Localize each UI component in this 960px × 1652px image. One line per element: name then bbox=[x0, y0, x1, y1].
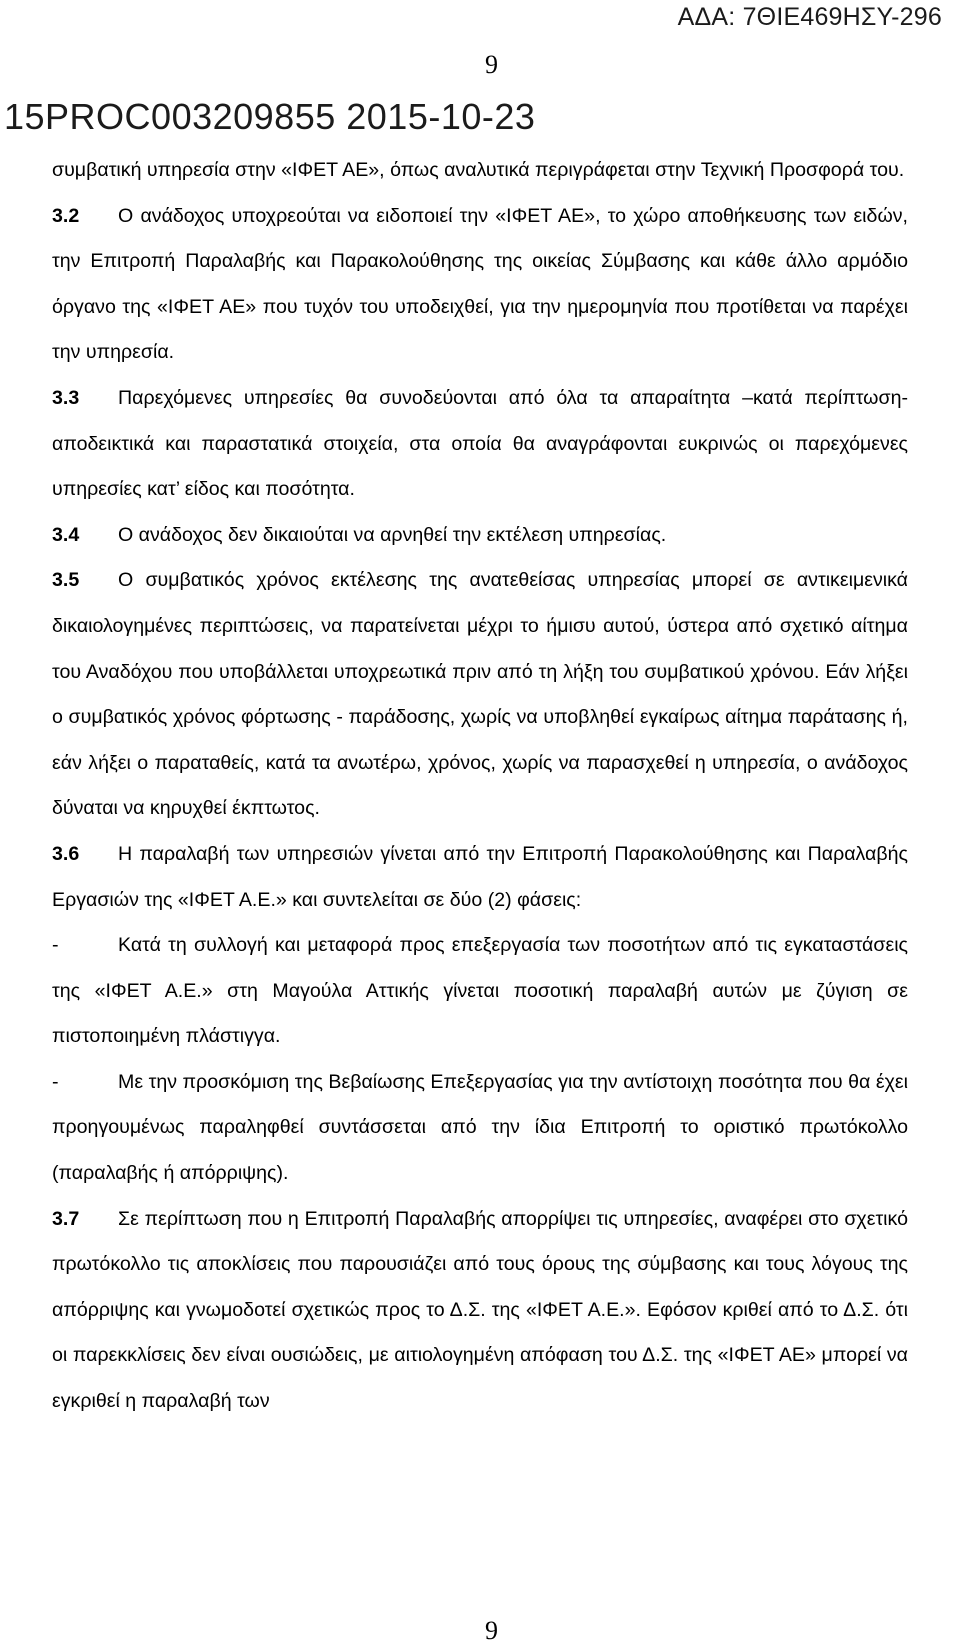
list-dash: - bbox=[52, 1070, 59, 1093]
paragraph-text: Παρεχόμενες υπηρεσίες θα συνοδεύονται από όλα τα απαραίτητα –κατά περίπτωση- αποδεικτικά και παραστατικά στοιχεία, στα οποία θα αναγράφονται ευκρινώς οι παρεχόμενες υπηρεσίες κατ’ είδος και ποσότητα. bbox=[52, 386, 908, 501]
paragraph-number: 3.5 bbox=[52, 569, 80, 592]
ada-code: ΑΔΑ: 7ΘΙΕ469ΗΣΥ-296 bbox=[677, 3, 942, 31]
paragraph-number: 3.7 bbox=[52, 1207, 80, 1230]
paragraph-number: 3.6 bbox=[52, 842, 80, 865]
document-body bbox=[52, 148, 908, 1425]
paragraph-text: Ο ανάδοχος υποχρεούται να ειδοποιεί την «ΙΦΕΤ ΑΕ», το χώρο αποθήκευσης των ειδών, την Επιτροπή Παραλαβής και Παρακολούθησης της οικείας Σύμβασης και κάθε άλλο αρμόδιο όργανο της «ΙΦΕΤ ΑΕ» που τυχόν του υποδειχθεί, για την ημερομηνία που προτίθεται να παρέχει την υπηρεσία. bbox=[52, 204, 908, 364]
page-number-top: 9 bbox=[485, 50, 498, 79]
paragraph-number: 3.2 bbox=[52, 204, 80, 227]
paragraph-3-6 bbox=[52, 832, 908, 923]
list-item-text: Με την προσκόμιση της Βεβαίωσης Επεξεργασίας για την αντίστοιχη ποσότητα που θα έχει προηγουμένως παραληφθεί συντάσσεται από την ίδια Επιτροπή το οριστικό πρωτόκολλο (παραλαβής ή απόρριψης). bbox=[52, 1070, 908, 1185]
paragraph-text: Σε περίπτωση που η Επιτροπή Παραλαβής απορρίψει τις υπηρεσίες, αναφέρει στο σχετικό πρωτόκολλο τις αποκλίσεις που παρουσιάζει από τους όρους της σύμβασης και τους λόγους της απόρριψης και γνωμοδοτεί σχετικώς προς το Δ.Σ. της «ΙΦΕΤ Α.Ε.». Εφόσον κριθεί από το Δ.Σ. ότι οι παρεκκλίσεις δεν είναι ουσιώδεις, με αιτιολογημένη απόφαση του Δ.Σ. της «ΙΦΕΤ ΑΕ» μπορεί να εγκριθεί η παραλαβή των bbox=[52, 1207, 908, 1413]
paragraph-text: συμβατική υπηρεσία στην «ΙΦΕΤ ΑΕ», όπως αναλυτικά περιγράφεται στην Τεχνική Προσφορά του. bbox=[52, 159, 905, 181]
paragraph-number: 3.4 bbox=[52, 523, 80, 546]
paragraph-number: 3.3 bbox=[52, 386, 80, 409]
paragraph-3-4 bbox=[52, 513, 908, 559]
paragraph-text: Η παραλαβή των υπηρεσιών γίνεται από την Επιτροπή Παρακολούθησης και Παραλαβής Εργασιών της «ΙΦΕΤ Α.Ε.» και συντελείται σε δύο (2) φάσεις: bbox=[52, 842, 908, 911]
page-number-bottom: 9 bbox=[485, 1616, 498, 1645]
list-item-text: Κατά τη συλλογή και μεταφορά προς επεξεργασία των ποσοτήτων από τις εγκαταστάσεις της «ΙΦΕΤ Α.Ε.» στη Μαγούλα Αττικής γίνεται ποσοτική παραλαβή αυτών με ζύγιση σε πιστοποιημένη πλάστιγγα. bbox=[52, 934, 908, 1048]
paragraph-3-7 bbox=[52, 1197, 908, 1425]
list-dash: - bbox=[52, 934, 59, 957]
proc-id: 15PROC003209855 2015-10-23 bbox=[4, 96, 536, 137]
paragraph-continuation bbox=[52, 148, 908, 194]
list-item-phase-1 bbox=[52, 923, 908, 1060]
list-item-phase-2 bbox=[52, 1060, 908, 1197]
paragraph-3-2 bbox=[52, 194, 908, 376]
paragraph-3-5 bbox=[52, 558, 908, 832]
paragraph-3-3 bbox=[52, 376, 908, 513]
paragraph-text: Ο ανάδοχος δεν δικαιούται να αρνηθεί την εκτέλεση υπηρεσίας. bbox=[118, 523, 667, 546]
paragraph-text: Ο συμβατικός χρόνος εκτέλεσης της ανατεθείσας υπηρεσίας μπορεί σε αντικειμενικά δικαιολογημένες περιπτώσεις, να παρατείνεται μέχρι το ήμισυ αυτού, ύστερα από σχετικό αίτημα του Αναδόχου που υποβάλλεται υποχρεωτικά πριν από τη λήξη του συμβατικού χρόνου. Εάν λήξει ο συμβατικός χρόνος φόρτωσης - παράδοσης, χωρίς να υποβληθεί εγκαίρως αίτημα παράτασης ή, εάν λήξει ο παραταθείς, κατά τα ανωτέρω, χρόνος, χωρίς να παρασχεθεί η υπηρεσία, ο ανάδοχος δύναται να κηρυχθεί έκπτωτος. bbox=[52, 569, 908, 820]
